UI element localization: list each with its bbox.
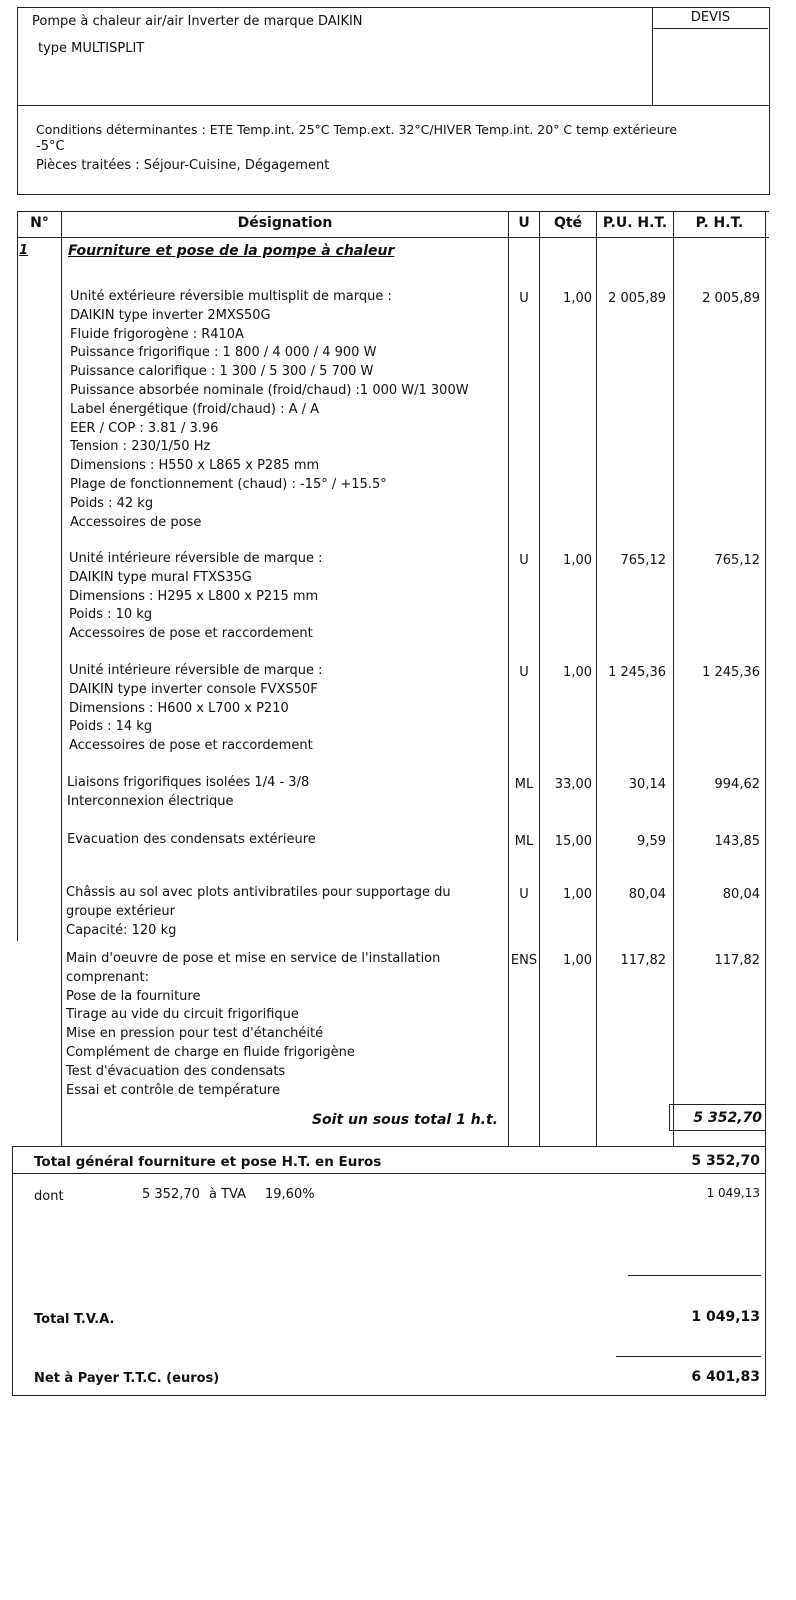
item-description-line: Label énergétique (froid/chaud) : A / A [70, 401, 320, 417]
item-total-price: 994,62 [714, 777, 760, 792]
col-pht-header: P. H.T. [695, 215, 744, 231]
item-unit-price: 765,12 [620, 553, 666, 568]
dont-base: 5 352,70 [142, 1187, 200, 1202]
item-qty: 1,00 [563, 665, 592, 680]
item-description-line: Main d'oeuvre de pose et mise en service de l'installation [66, 951, 441, 966]
col-pu-header: P.U. H.T. [602, 215, 668, 231]
item-qty: 1,00 [563, 291, 592, 306]
section-title: Fourniture et pose de la pompe à chaleur [68, 243, 395, 259]
item-description-line: Poids : 14 kg [69, 719, 153, 735]
table-header-bottom-line [17, 237, 769, 238]
item-description-line: groupe extérieur [66, 903, 175, 919]
item-total-price: 143,85 [714, 834, 760, 849]
dont-rate: 19,60% [265, 1187, 315, 1202]
item-total-price: 117,82 [714, 953, 760, 968]
item-description-line: Puissance calorifique : 1 300 / 5 300 / 5 700 W [70, 364, 374, 380]
item-description-line: Accessoires de pose et raccordement [69, 738, 313, 754]
tva-total-value: 1 049,13 [691, 1309, 760, 1325]
item-description-line: Tension : 230/1/50 Hz [70, 439, 211, 455]
dont-label: dont [34, 1189, 64, 1204]
dont-tva-label: à TVA [209, 1187, 246, 1202]
item-description-line: Complément de charge en fluide frigorigène [66, 1045, 355, 1060]
item-description-line: Accessoires de pose et raccordement [69, 626, 313, 642]
item-total-price: 765,12 [714, 553, 760, 568]
item-unit: U [519, 665, 529, 680]
conditions-line3: Pièces traitées : Séjour-Cuisine, Dégagement [36, 158, 330, 173]
item-qty: 1,00 [563, 553, 592, 568]
item-unit: ENS [510, 953, 538, 968]
general-total-label: Total général fourniture et pose H.T. en Euros [34, 1154, 382, 1170]
item-description-line: Unité extérieure réversible multisplit de marque : [70, 289, 392, 304]
item-description-line: Puissance frigorifique : 1 800 / 4 000 / 4 900 W [70, 345, 377, 361]
subtotal-value: 5 352,70 [693, 1110, 762, 1126]
item-description-line: Pose de la fourniture [66, 988, 201, 1004]
conditions-line2: -5°C [36, 139, 65, 154]
item-unit: ML [514, 834, 534, 849]
col-unit-header: U [518, 215, 530, 231]
item-description-line: Poids : 42 kg [70, 495, 154, 511]
general-total-value: 5 352,70 [691, 1153, 760, 1169]
item-description-line: Châssis au sol avec plots antivibratiles pour supportage du [66, 885, 451, 900]
item-description-line: Dimensions : H600 x L700 x P210 [69, 700, 289, 716]
item-description-line: Mise en pression pour test d'étanchéité [66, 1026, 324, 1042]
col-designation-header: Désignation [237, 215, 333, 231]
item-unit-price: 2 005,89 [608, 291, 666, 306]
totals-bottom-line [12, 1395, 766, 1396]
item-qty: 1,00 [563, 887, 592, 902]
item-description-line: Dimensions : H550 x L865 x P285 mm [70, 458, 320, 474]
item-description-line: Plage de fonctionnement (chaud) : -15° / +15.5° [70, 477, 387, 492]
devis-underline [652, 28, 768, 29]
conditions-box [17, 104, 770, 195]
tva-total-label: Total T.V.A. [34, 1312, 115, 1327]
subtotal-label: Soit un sous total 1 h.t. [311, 1112, 498, 1128]
item-description-line: Dimensions : H295 x L800 x P215 mm [69, 588, 319, 604]
dont-value: 1 049,13 [706, 1186, 760, 1200]
table-top-line [17, 211, 769, 212]
header-title-line1: Pompe à chaleur air/air Inverter de marque DAIKIN [32, 14, 363, 29]
item-unit-price: 117,82 [620, 953, 666, 968]
item-description-line: Tirage au vide du circuit frigorifique [66, 1007, 299, 1023]
item-description-line: DAIKIN type inverter 2MXS50G [70, 307, 271, 323]
item-unit-price: 80,04 [628, 887, 666, 902]
item-description-line: comprenant: [66, 969, 149, 985]
totals-right-line [765, 1146, 766, 1396]
table-bottom-line [12, 1146, 766, 1147]
section-number: 1 [19, 243, 29, 258]
col-no-header: N° [30, 215, 49, 231]
item-unit: ML [514, 777, 534, 792]
item-description-line: Evacuation des condensats extérieure [67, 832, 316, 847]
item-qty: 33,00 [554, 777, 592, 792]
col-no-line [61, 211, 62, 1146]
item-description-line: Interconnexion électrique [67, 793, 234, 809]
item-description-line: Essai et contrôle de température [66, 1082, 280, 1098]
item-unit-price: 9,59 [637, 834, 666, 849]
conditions-line1: Conditions déterminantes : ETE Temp.int. 25°C Temp.ext. 32°C/HIVER Temp.int. 20° C temp extérieure [36, 122, 678, 137]
header-title-line2: type MULTISPLIT [38, 41, 145, 56]
table-left-line [17, 211, 18, 941]
table-right-line [765, 211, 766, 1146]
item-description-line: Accessoires de pose [70, 514, 202, 530]
item-description-line: DAIKIN type inverter console FVXS50F [69, 681, 318, 697]
net-separator-line [616, 1356, 761, 1357]
item-qty: 15,00 [554, 834, 592, 849]
item-description-line: Liaisons frigorifiques isolées 1/4 - 3/8 [67, 775, 310, 790]
item-unit-price: 30,14 [628, 777, 666, 792]
subtotal-box-bottom [669, 1130, 766, 1131]
totals-left-line [12, 1146, 13, 1396]
general-total-line [12, 1173, 766, 1174]
tva-separator-line [628, 1275, 761, 1276]
item-description-line: Unité intérieure réversible de marque : [69, 663, 323, 678]
item-unit-price: 1 245,36 [608, 665, 666, 680]
item-description-line: Poids : 10 kg [69, 607, 153, 623]
item-qty: 1,00 [563, 953, 592, 968]
item-description-line: Puissance absorbée nominale (froid/chaud) :1 000 W/1 300W [70, 383, 469, 398]
item-description-line: Test d'évacuation des condensats [66, 1063, 286, 1079]
item-description-line: Fluide frigorogène : R410A [70, 326, 244, 342]
item-total-price: 2 005,89 [702, 291, 760, 306]
item-total-price: 80,04 [722, 887, 760, 902]
item-description-line: EER / COP : 3.81 / 3.96 [70, 420, 219, 436]
item-unit: U [519, 291, 529, 306]
item-description-line: Unité intérieure réversible de marque : [69, 551, 323, 566]
item-unit: U [519, 887, 529, 902]
item-description-line: DAIKIN type mural FTXS35G [69, 569, 252, 585]
subtotal-box-top [669, 1104, 766, 1105]
item-unit: U [519, 553, 529, 568]
col-qty-header: Qté [553, 215, 583, 231]
net-total-value: 6 401,83 [691, 1369, 760, 1385]
doc-type-label: DEVIS [690, 10, 731, 25]
item-total-price: 1 245,36 [702, 665, 760, 680]
net-total-label: Net à Payer T.T.C. (euros) [34, 1371, 220, 1386]
item-description-line: Capacité: 120 kg [66, 922, 177, 938]
